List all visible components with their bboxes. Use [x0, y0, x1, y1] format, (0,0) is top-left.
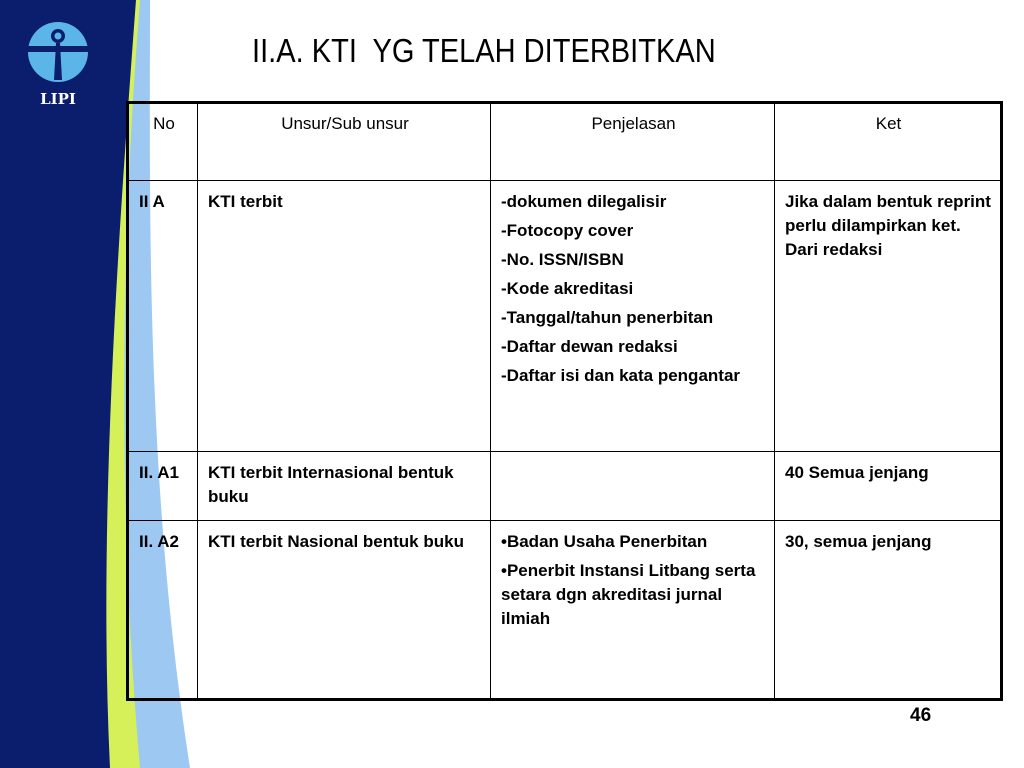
table-header-row — [128, 103, 1002, 181]
list-item: •Badan Usaha Penerbitan — [501, 532, 708, 552]
cell-ket: 40 Semua jenjang — [775, 451, 1002, 521]
cell-penjelasan — [491, 451, 775, 521]
page-number: 46 — [910, 705, 932, 726]
list-item: -Daftar dewan redaksi — [501, 336, 678, 356]
logo-wordmark: LIPI — [40, 90, 76, 108]
table-row — [128, 451, 1002, 521]
header-ket: Ket — [775, 103, 1002, 181]
cell-unsur: KTI terbit — [198, 180, 491, 451]
cell-no: II. A1 — [128, 451, 198, 521]
kti-table — [126, 101, 1003, 701]
cell-no: II A — [128, 180, 198, 451]
header-unsur: Unsur/Sub unsur — [198, 103, 491, 181]
header-penjelasan: Penjelasan — [491, 103, 775, 181]
table-row — [128, 521, 1002, 700]
table-row — [128, 180, 1002, 451]
cell-no: II. A2 — [128, 521, 198, 700]
list-item: -No. ISSN/ISBN — [501, 249, 624, 269]
cell-ket: 30, semua jenjang — [775, 521, 1002, 700]
list-item: •Penerbit Instansi Litbang serta setara dgn akreditasi jurnal ilmiah — [501, 561, 756, 629]
slide-title: II.A. KTI YG TELAH DITERBITKAN — [252, 32, 716, 69]
list-item: -Fotocopy cover — [501, 220, 634, 240]
lipi-logo — [20, 18, 96, 110]
cell-penjelasan — [491, 180, 775, 451]
list-item: -Kode akreditasi — [501, 278, 634, 298]
list-item: -Tanggal/tahun penerbitan — [501, 307, 714, 327]
list-item: -Daftar isi dan kata pengantar — [501, 365, 741, 385]
cell-ket: Jika dalam bentuk reprint perlu dilampirkan ket. Dari redaksi — [775, 180, 1002, 451]
cell-unsur: KTI terbit Internasional bentuk buku — [198, 451, 491, 521]
cell-unsur: KTI terbit Nasional bentuk buku — [198, 521, 491, 700]
header-no: No — [128, 103, 198, 181]
list-item: -dokumen dilegalisir — [501, 191, 667, 211]
cell-penjelasan — [491, 521, 775, 700]
